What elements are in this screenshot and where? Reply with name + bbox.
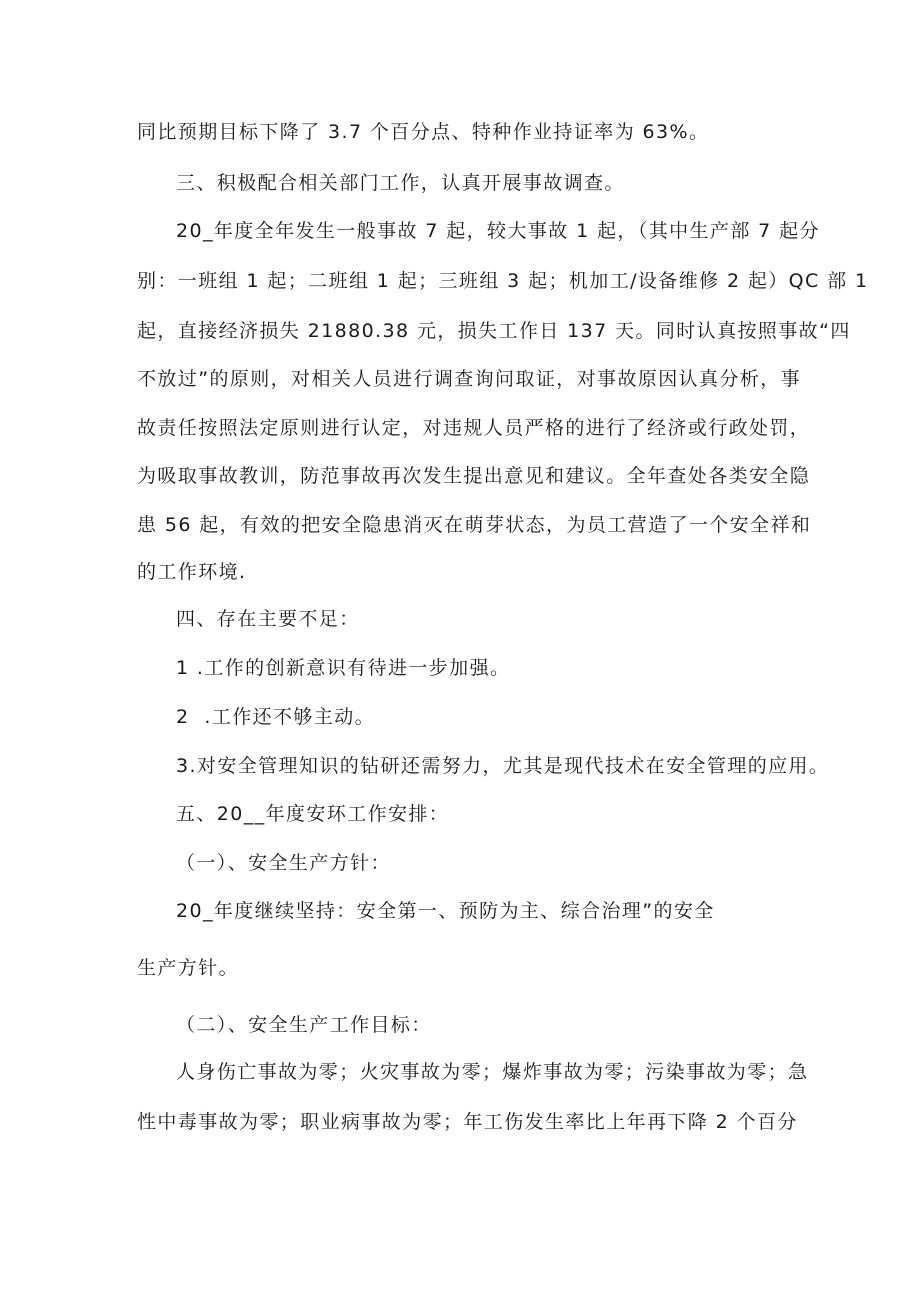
text-line-19: （二）、安全生产工作目标： [176, 1014, 432, 1036]
text-line-8: 为吸取事故教训，防范事故再次发生提出意见和建议。全年查处各类安全隐 [137, 465, 811, 487]
text-line-10: 的工作环境. [137, 561, 247, 583]
text-line-6: 不放过”的原则，对相关人员进行调查询问取证，对事故原因认真分析，事 [137, 368, 802, 390]
text-line-14: 3.对安全管理知识的钻研还需努力，尤其是现代技术在安全管理的应用。 [176, 755, 830, 777]
text-line-15: 五、20__年度安环工作安排： [176, 803, 450, 825]
text-line-9: 患 56 起，有效的把安全隐患消灭在萌芽状态，为员工营造了一个安全祥和 [137, 514, 812, 536]
text-line-20: 人身伤亡事故为零；火灾事故为零；爆炸事故为零；污染事故为零；急 [176, 1061, 809, 1083]
text-line-12: 1 .工作的创新意识有待进一步加强。 [176, 657, 511, 679]
text-line-5: 起，直接经济损失 21880.38 元，损失工作日 137 天。同时认真按照事故“四 [137, 320, 851, 342]
text-line-18: 生产方针。 [137, 957, 240, 979]
text-line-3: 20_年度全年发生一般事故 7 起，较大事故 1 起，（其中生产部 7 起分 [176, 220, 820, 242]
text-line-16: （一）、安全生产方针： [176, 852, 391, 874]
text-line-11: 四、存在主要不足： [176, 608, 360, 630]
text-line-2: 三、积极配合相关部门工作，认真开展事故调查。 [176, 172, 625, 194]
text-line-4: 别：一班组 1 起；二班组 1 起；三班组 3 起；机加工/设备维修 2 起）QC 部 1 [137, 270, 869, 292]
text-line-7: 故责任按照法定原则进行认定，对违规人员严格的进行了经济或行政处罚， [137, 417, 811, 439]
text-line-1: 同比预期目标下降了 3.7 个百分点、特种作业持证率为 63%。 [137, 121, 710, 143]
text-line-21: 性中毒事故为零；职业病事故为零；年工伤发生率比上年再下降 2 个百分 [137, 1111, 798, 1133]
text-line-13: 2 .工作还不够主动。 [176, 706, 376, 728]
text-line-17: 20_年度继续坚持：安全第一、预防为主、综合治理”的安全 [176, 900, 715, 922]
